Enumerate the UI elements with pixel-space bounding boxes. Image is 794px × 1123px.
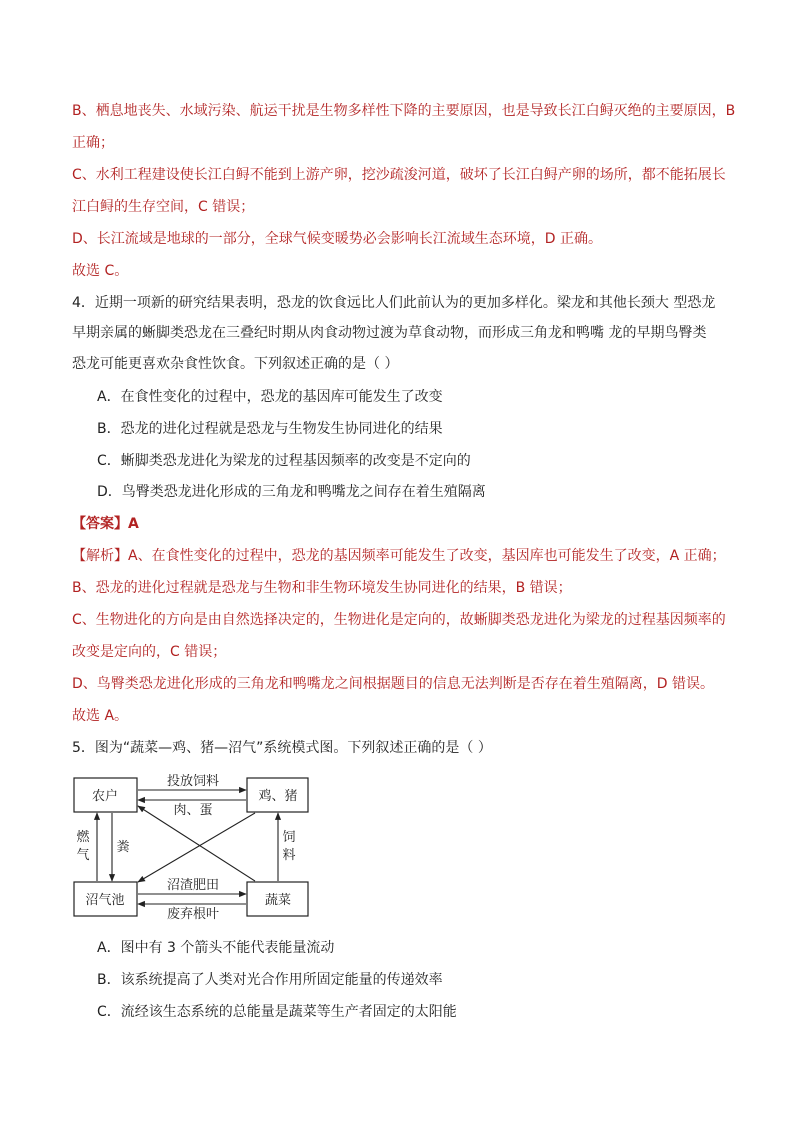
q4-conclusion: 故选 A。 <box>72 708 129 724</box>
node-vegetables-label: 蔬菜 <box>264 893 292 908</box>
q4-analysis-c1: C、生物进化的方向是由自然选择决定的，生物进化是定向的，故蜥脚类恐龙进化为梁龙的过程基因频率的 <box>72 612 726 628</box>
label-manure: 粪 <box>116 840 130 855</box>
q4-analysis-c2: 改变是定向的，C 错误； <box>72 644 227 660</box>
q4-option-d: D．鸟臀类恐龙进化形成的三角龙和鸭嘴龙之间存在着生殖隔离 <box>97 484 486 500</box>
ecosystem-diagram <box>72 774 310 920</box>
q5-option-c: C．流经该生态系统的总能量是蔬菜等生产者固定的太阳能 <box>97 1004 457 1020</box>
q3-analysis-d-line: D、长江流域是地球的一部分，全球气候变暖势必会影响长江流域生态环境，D 正确。 <box>72 231 603 247</box>
q5-option-a: A．图中有 3 个箭头不能代表能量流动 <box>97 940 335 956</box>
q4-stem-line1: 4．近期一项新的研究结果表明，恐龙的饮食远比人们此前认为的更加多样化。梁龙和其他长颈大 型恐龙 <box>72 295 716 311</box>
node-biogas-label: 沼气池 <box>85 893 125 908</box>
q4-stem-line2: 早期亲属的蜥脚类恐龙在三叠纪时期从肉食动物过渡为草食动物，而形成三角龙和鸭嘴 龙的早期鸟臀类 <box>72 325 707 341</box>
q5-stem: 5．图为“蔬菜—鸡、猪—沼气”系统模式图。下列叙述正确的是（ ） <box>72 740 492 756</box>
label-meat-egg: 肉、蛋 <box>173 803 213 818</box>
node-farmer-label: 农户 <box>91 789 119 804</box>
q4-option-c: C．蜥脚类恐龙进化为梁龙的过程基因频率的改变是不定向的 <box>97 453 471 469</box>
q4-option-b: B．恐龙的进化过程就是恐龙与生物发生协同进化的结果 <box>97 421 443 437</box>
label-waste-leaves: 废弃根叶 <box>166 907 220 920</box>
ecosystem-diagram-svg <box>72 774 310 920</box>
label-fodder-2: 料 <box>282 848 296 863</box>
q3-analysis-c-line1: C、水利工程建设使长江白鲟不能到上游产卵，挖沙疏浚河道，破坏了长江白鲟产卵的场所，都不能拓展长 <box>72 167 726 183</box>
q4-option-a: A．在食性变化的过程中，恐龙的基因库可能发生了改变 <box>97 389 443 405</box>
q4-answer: 【答案】A <box>72 516 139 532</box>
node-livestock-label: 鸡、猪 <box>258 789 298 804</box>
label-fertilizer: 沼渣肥田 <box>166 878 220 893</box>
q4-analysis-b: B、恐龙的进化过程就是恐龙与生物和非生物环境发生协同进化的结果，B 错误； <box>72 580 572 596</box>
label-feed-in: 投放饲料 <box>166 774 220 789</box>
q3-conclusion: 故选 C。 <box>72 263 129 279</box>
arrow-livestock-to-biogas <box>138 813 255 882</box>
label-fodder-1: 饲 <box>282 830 296 845</box>
q4-stem-line3: 恐龙可能更喜欢杂食性饮食。下列叙述正确的是（ ） <box>72 356 399 372</box>
q5-option-b: B．该系统提高了人类对光合作用所固定能量的传递效率 <box>97 972 443 988</box>
q3-analysis-c-line2: 江白鲟的生存空间，C 错误； <box>72 199 255 215</box>
q3-analysis-b-line2: 正确； <box>72 135 114 151</box>
label-fuel-gas-1: 燃 <box>76 830 90 845</box>
q4-analysis-d: D、鸟臀类恐龙进化形成的三角龙和鸭嘴龙之间根据题目的信息无法判断是否存在着生殖隔离，D 错误。 <box>72 676 715 692</box>
q3-analysis-b-line1: B、栖息地丧失、水域污染、航运干扰是生物多样性下降的主要原因，也是导致长江白鲟灭绝的主要原因，B <box>72 103 736 119</box>
q4-analysis-a: 【解析】A、在食性变化的过程中，恐龙的基因频率可能发生了改变，基因库也可能发生了改变，A 正确； <box>72 548 726 564</box>
label-fuel-gas-2: 气 <box>76 848 90 863</box>
